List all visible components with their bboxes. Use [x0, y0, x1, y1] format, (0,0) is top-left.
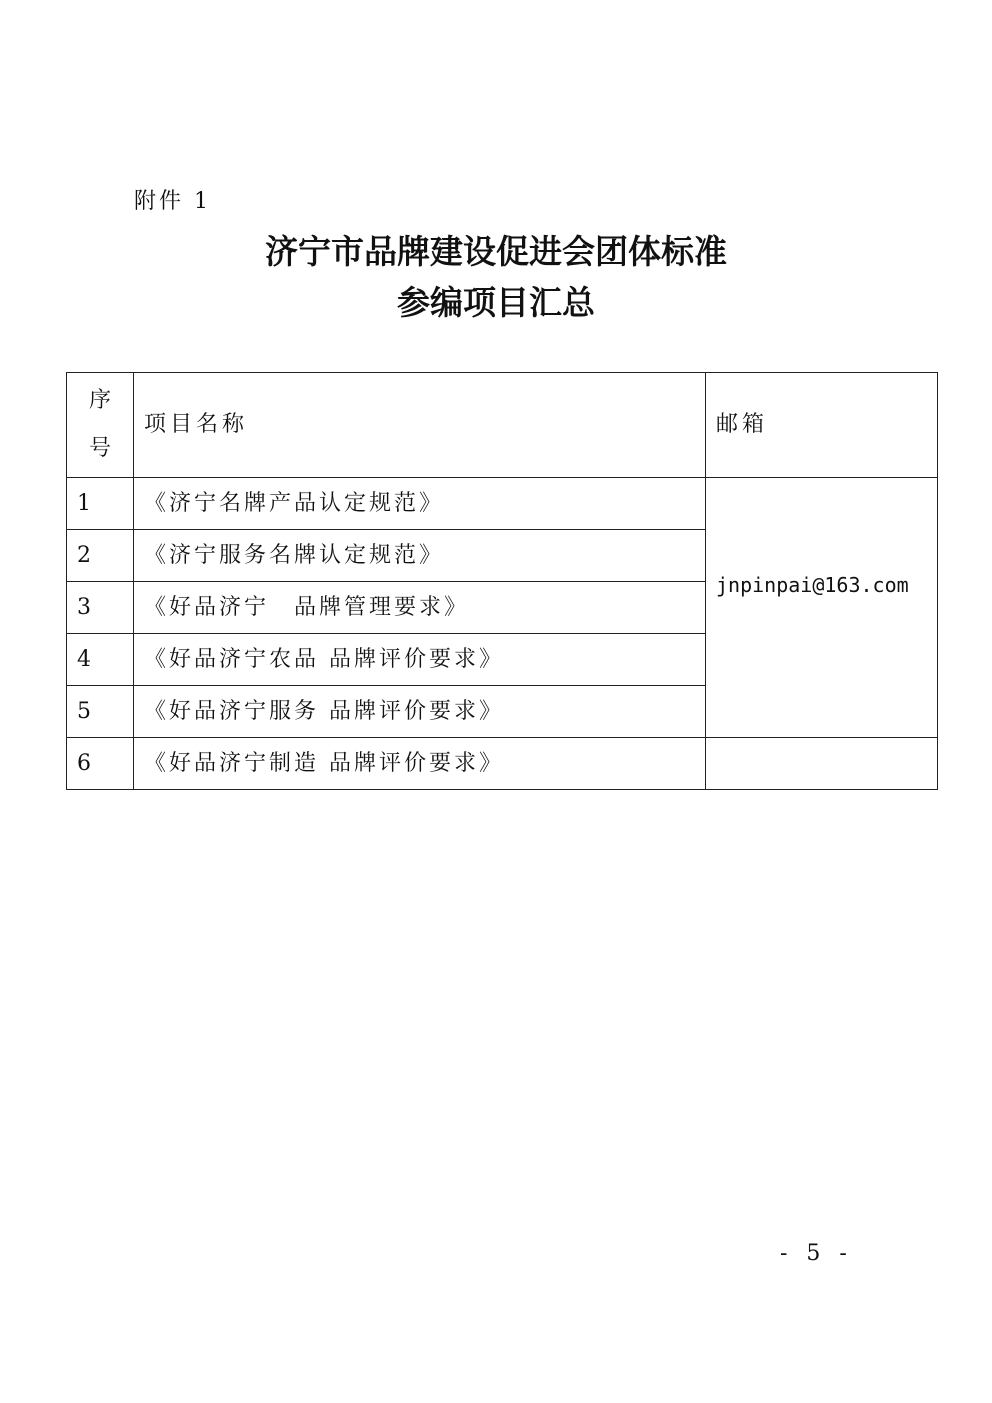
- table-row: [67, 738, 938, 790]
- project-name: 《好品济宁制造 品牌评价要求》: [134, 738, 706, 790]
- header-email-cell: 邮箱: [706, 373, 938, 478]
- row-number: 4: [67, 634, 134, 686]
- row-number: 5: [67, 686, 134, 738]
- row-number: 3: [67, 582, 134, 634]
- project-name: 《好品济宁服务 品牌评价要求》: [134, 686, 706, 738]
- header-number-line-2: 号: [88, 436, 111, 461]
- empty-email-cell: [706, 738, 938, 790]
- project-name: 《济宁名牌产品认定规范》: [134, 478, 706, 530]
- row-number: 1: [67, 478, 134, 530]
- header-number-line-1: 序: [88, 388, 111, 413]
- table-row: [67, 478, 938, 530]
- project-name: 《济宁服务名牌认定规范》: [134, 530, 706, 582]
- attachment-label: 附件 1: [134, 189, 211, 214]
- header-number-cell: [67, 373, 134, 478]
- project-name: 《好品济宁 品牌管理要求》: [134, 582, 706, 634]
- table-header-row: [67, 373, 938, 478]
- email-cell: jnpinpai@163.com: [706, 478, 938, 738]
- project-name: 《好品济宁农品 品牌评价要求》: [134, 634, 706, 686]
- project-summary-table: [66, 372, 938, 790]
- document-title-line-2: 参编项目汇总: [397, 283, 595, 322]
- row-number: 2: [67, 530, 134, 582]
- page-number: - 5 -: [780, 1241, 853, 1266]
- header-name-cell: 项目名称: [134, 373, 706, 478]
- row-number: 6: [67, 738, 134, 790]
- document-title-line-1: 济宁市品牌建设促进会团体标准: [265, 232, 727, 271]
